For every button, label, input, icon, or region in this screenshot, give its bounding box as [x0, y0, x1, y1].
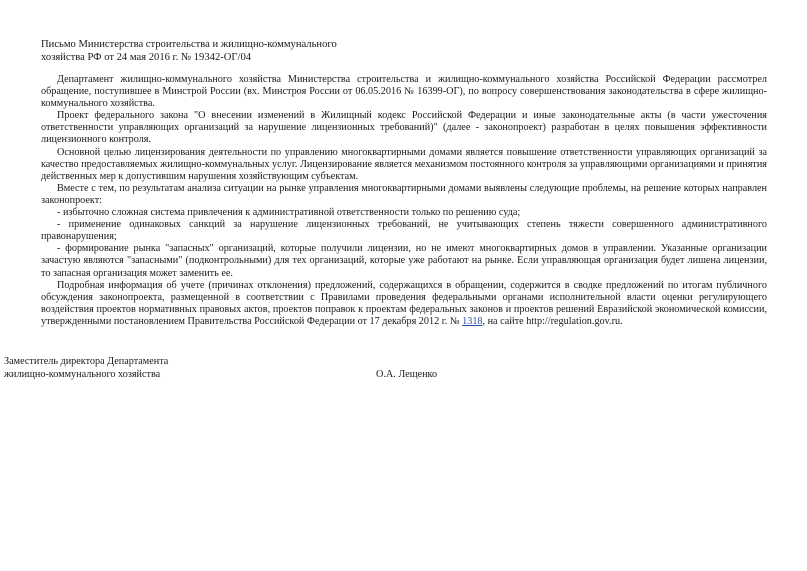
paragraph-problems-intro: Вместе с тем, по результатам анализа ситуации на рынке управления многоквартирными домами выявлены следующие проблемы, на решение которых направлен законопроект:: [41, 182, 767, 206]
details-text-before-link: Подробная информация об учете (причинах отклонения) предложений, содержащихся в обращении, содержится в сводке предложений по итогам публичного обсуждения законопроекта, размещенной в соответствии с Правилами проведения федеральными органами исполнительной власти оценки регулирующего воздействия проектов нормативных правовых актов, проектов поправок к проектам федеральных законов и проектов решений Евразийской экономической комиссии, утвержденными постановлением Правительства Российской Федерации от 17 декабря 2012 г. №: [41, 279, 767, 327]
paragraph-details: [41, 280, 767, 328]
document-title: Письмо Министерства строительства и жилищно-коммунального хозяйства РФ от 24 мая 2016 г. № 19342-ОГ/04: [41, 39, 337, 63]
list-item-reserve-organizations: - формирование рынка "запасных" организаций, которые получили лицензии, но не имеют многоквартирных домов в управлении. Указанные организации зачастую являются "запасными" (подконтрольными) для тех организаций, которые уже работают на рынке. Если управляющая организация будет лишена лицензии, то запасная организация может заменить ее.: [41, 243, 767, 279]
signature-position-line1: Заместитель директора Департамента: [4, 356, 169, 367]
paragraph-department: Департамент жилищно-коммунального хозяйства Министерства строительства и жилищно-коммунального хозяйства Российской Федерации рассмотрел обращение, поступившее в Минстрой России (вх. Минстроя России от 06.05.2016 № 16399-ОГ), по вопросу совершенствования законодательства в сфере жилищно-коммунального хозяйства.: [41, 74, 767, 110]
signature-position-line2: жилищно-коммунального хозяйства: [4, 368, 161, 380]
document-page: [41, 38, 767, 328]
paragraph-draft-law: Проект федерального закона "О внесении изменений в Жилищный кодекс Российской Федерации и иные законодательные акты (в части ужесточения ответственности управляющих организаций за нарушение лицензионных требований)" (далее - законопроект) разработан в целях повышения эффективности лицензионного контроля.: [41, 110, 767, 146]
paragraph-licensing-goal: Основной целью лицензирования деятельности по управлению многоквартирными домами является повышение ответственности управляющих организаций за качество предоставляемых жилищно-коммунальных услуг. Лицензирование является механизмом постоянного контроля за управляющими организациями и принятия действенных мер к допустившим нарушения хозяйствующим субъектам.: [41, 146, 767, 182]
signature-block: [4, 356, 484, 381]
list-item-complex-system: - избыточно сложная система привлечения к административной ответственности только по решению суда;: [57, 207, 521, 219]
details-text-after-link: , на сайте http://regulation.gov.ru.: [482, 315, 623, 327]
list-item-same-sanctions: - применение одинаковых санкций за нарушение лицензионных требований, не учитывающих степень тяжести совершенного административного правонарушения;: [41, 219, 767, 243]
signature-name: О.А. Лещенко: [376, 368, 438, 380]
resolution-number-link[interactable]: 1318: [462, 315, 483, 327]
